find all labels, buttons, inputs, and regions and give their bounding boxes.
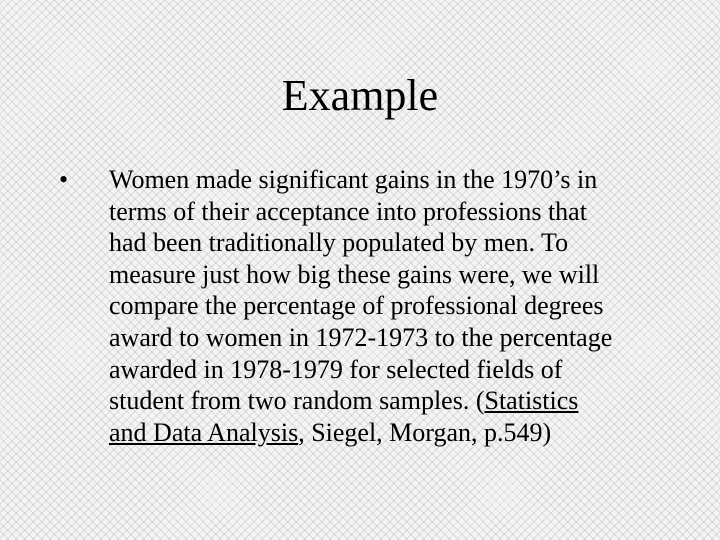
bullet-line-8-text: student from two random samples. (: [109, 386, 485, 416]
bullet-line-8: [109, 385, 669, 417]
citation-text: , Siegel, Morgan, p.549): [298, 417, 552, 447]
book-title-part-1: Statistics: [484, 386, 579, 416]
book-title-part-2: and Data Analysis: [109, 417, 299, 447]
bullet-marker: •: [59, 165, 69, 194]
bullet-line-9: [109, 417, 669, 449]
bullet-line-7: awarded in 1978-1979 for selected fields of: [109, 354, 563, 384]
bullet-text: [109, 164, 669, 448]
bullet-line-1: Women made significant gains in the 1970’s in: [109, 165, 598, 194]
bullet-line-2: terms of their acceptance into professions that: [109, 196, 587, 226]
bullet-line-3: had been traditionally populated by men. To: [109, 228, 569, 258]
bullet-line-4: measure just how big these gains were, we will: [109, 259, 600, 289]
slide-title: Example: [281, 71, 439, 120]
bullet-line-6: award to women in 1972-1973 to the percentage: [109, 322, 613, 352]
bullet-line-5: compare the percentage of professional degrees: [109, 291, 604, 321]
